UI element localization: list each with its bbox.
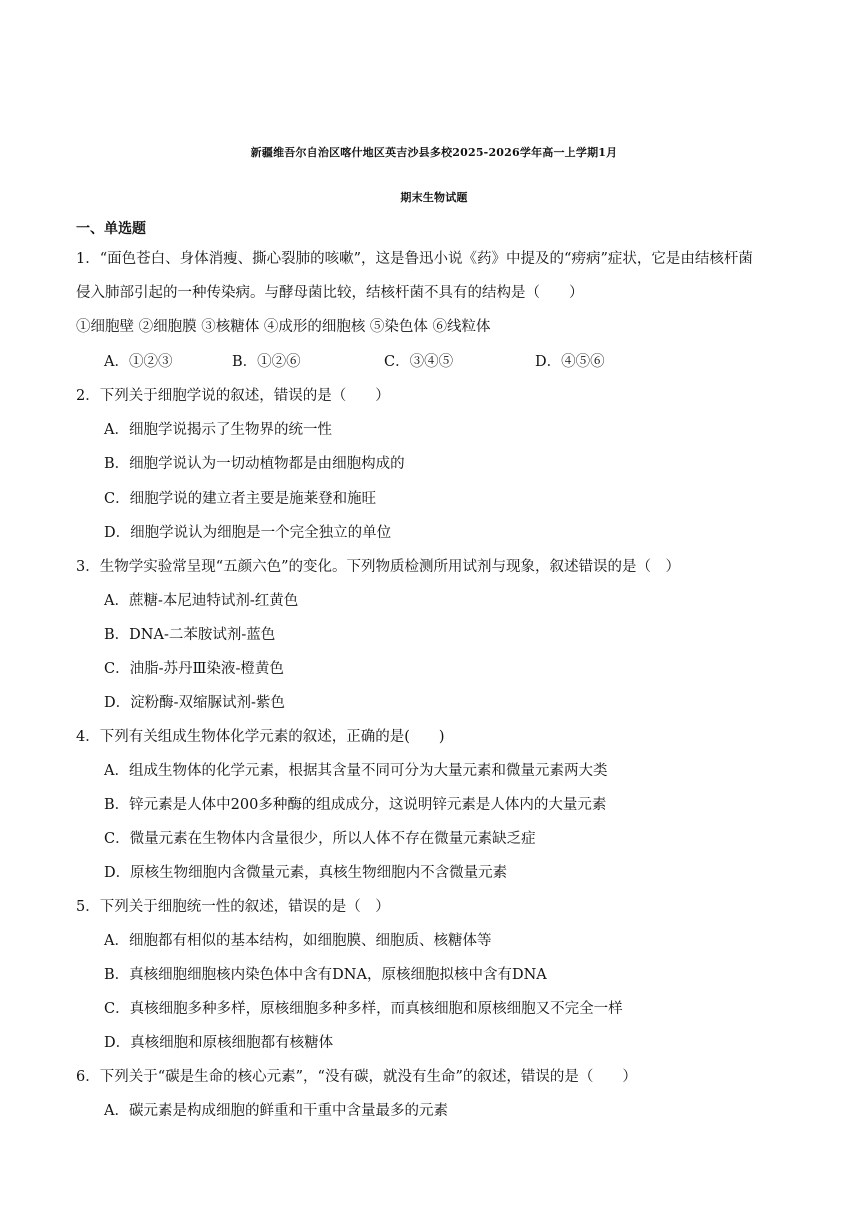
q4-option-c: C．微量元素在生物体内含量很少，所以人体不存在微量元素缺乏症 (104, 831, 536, 847)
q3-stem: 3．生物学实验常呈现“五颜六色”的变化。下列物质检测所用试剂与现象，叙述错误的是（ ） (76, 559, 681, 575)
q2-option-b: B．细胞学说认为一切动植物都是由细胞构成的 (104, 456, 405, 472)
q1-stem-line1: 1．“面色苍白、身体消瘦、撕心裂肺的咳嗽”，这是鲁迅小说《药》中提及的“痨病”症状，它是由结核杆菌 (76, 251, 753, 267)
q5-option-c: C．真核细胞多种多样，原核细胞多种多样，而真核细胞和原核细胞又不完全一样 (104, 1001, 623, 1017)
q3-option-c: C．油脂-苏丹Ⅲ染液-橙黄色 (104, 661, 284, 677)
q1-option-d: D．④⑤⑥ (535, 354, 605, 370)
q2-option-d: D．细胞学说认为细胞是一个完全独立的单位 (104, 525, 392, 541)
q1-option-b: B．①②⑥ (232, 354, 301, 370)
q4-option-b: B．锌元素是人体中200多种酶的组成成分，这说明锌元素是人体内的大量元素 (104, 797, 607, 813)
q2-option-c: C．细胞学说的建立者主要是施莱登和施旺 (104, 491, 377, 507)
q1-option-c: C．③④⑤ (384, 354, 454, 370)
q4-option-a: A．组成生物体的化学元素，根据其含量不同可分为大量元素和微量元素两大类 (104, 763, 608, 779)
q3-option-d: D．淀粉酶-双缩脲试剂-紫色 (104, 695, 285, 711)
section-heading: 一、单选题 (76, 221, 146, 237)
q2-option-a: A．细胞学说揭示了生物界的统一性 (104, 422, 332, 438)
q6-option-a: A．碳元素是构成细胞的鲜重和干重中含量最多的元素 (104, 1103, 448, 1119)
exam-title-line1: 新疆维吾尔自治区喀什地区英吉沙县多校2025-2026学年高一上学期1月 (250, 146, 618, 159)
q3-option-b: B．DNA-二苯胺试剂-蓝色 (104, 627, 276, 643)
q5-option-d: D．真核细胞和原核细胞都有核糖体 (104, 1035, 334, 1051)
q5-option-a: A．细胞都有相似的基本结构，如细胞膜、细胞质、核糖体等 (104, 933, 492, 949)
q1-option-a: A．①②③ (104, 354, 173, 370)
q6-stem: 6．下列关于“碳是生命的核心元素”，“没有碳，就没有生命”的叙述，错误的是（ ） (76, 1069, 637, 1085)
q4-stem: 4．下列有关组成生物体化学元素的叙述，正确的是( ) (76, 729, 445, 745)
q1-stem-line2: 侵入肺部引起的一种传染病。与酵母菌比较，结核杆菌不具有的结构是（ ） (76, 285, 584, 301)
q2-stem: 2．下列关于细胞学说的叙述，错误的是（ ） (76, 388, 390, 404)
exam-title-line2: 期末生物试题 (400, 191, 468, 204)
q3-option-a: A．蔗糖-本尼迪特试剂-红黄色 (104, 593, 299, 609)
q5-option-b: B．真核细胞细胞核内染色体中含有DNA，原核细胞拟核中含有DNA (104, 967, 547, 983)
q4-option-d: D．原核生物细胞内含微量元素，真核生物细胞内不含微量元素 (104, 865, 508, 881)
q1-stem-line3: ①细胞壁 ②细胞膜 ③核糖体 ④成形的细胞核 ⑤染色体 ⑥线粒体 (76, 319, 491, 335)
q5-stem: 5．下列关于细胞统一性的叙述，错误的是（ ） (76, 899, 390, 915)
